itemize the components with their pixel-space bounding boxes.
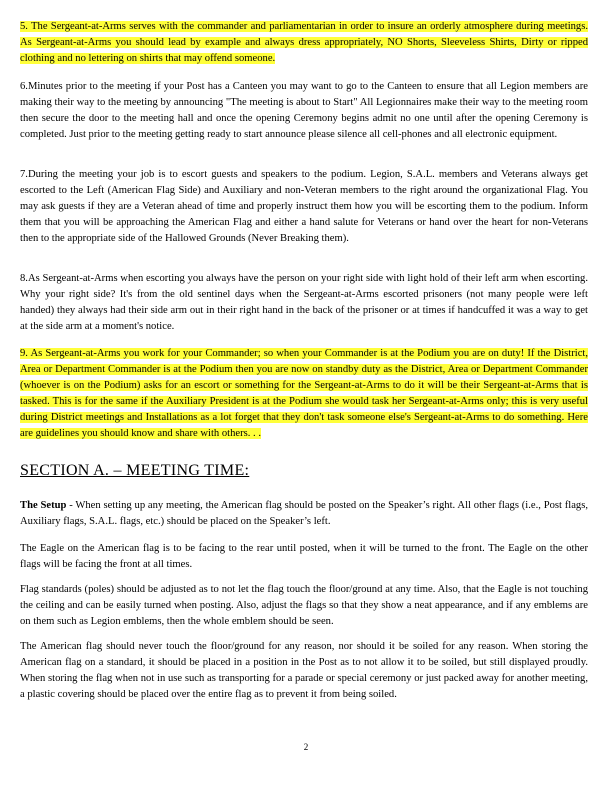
highlighted-text: 5. The Sergeant-at-Arms serves with the commander and parliamentarian in order to insure an orderly atmosphere during meetings. As Sergeant-at-Arms you should lead by example and always dress appropriately, NO Shorts, Sleeveless Shirts, Dirty or ripped clothing and no lettering on shirts that may offend someone. <box>20 21 588 64</box>
paragraph-9 <box>20 346 588 442</box>
paragraph-8: 8.As Sergeant-at-Arms when escorting you always have the person on your right side with light hold of their left arm when escorting. Why your right side? It's from the old sentinel days when the Sergeant-at-Arms escorted prisoners (not many people were left handed) they always had their side arm out in their right hand in the back of the prisoner or at times if handcuffed it was a way to get at the side arm at a moment's notice. <box>20 273 588 332</box>
setup-text: - When setting up any meeting, the American flag should be posted on the Speaker’s right. All other flags (i.e., Post flags, Auxiliary flags, S.A.L. flags, etc.) should be placed on the Speaker’s left. <box>20 500 588 527</box>
paragraph-6: 6.Minutes prior to the meeting if your Post has a Canteen you may want to go to the Canteen to ensure that all Legion members are making their way to the meeting by announcing "The meeting is about to Start" All Legionnaires make their way to the meeting room then secure the door to the meeting hall and once the opening Ceremony begins admit no one until after the opening Ceremony is completed. Just prior to the meeting getting ready to start announce please silence all cell-phones and all electronic equipment. <box>20 81 588 140</box>
paragraph-7: 7.During the meeting your job is to escort guests and speakers to the podium. Legion, S.A.L. members and Veterans always get escorted to the Left (American Flag Side) and Auxiliary and non-Veteran members to the right around the organizational Flag. You may ask guests if they are a Veteran ahead of time and properly instruct them how you will be escorting them to the podium. Inform them that you will be approaching the American Flag and either a hand salute for Veterans or hand over the heart for non-Veterans then to the appropriate side of the Hallowed Grounds (Never Breaking them). <box>20 169 588 244</box>
section-heading: SECTION A. – MEETING TIME: <box>20 462 250 479</box>
highlighted-text: 9. As Sergeant-at-Arms you work for your Commander; so when your Commander is at the Podium you are on duty! If the District, Area or Department Commander is at the Podium then you are now on standby duty as the District, Area or Department Commander (whoever is on the Podium) asks for an escort or something for the Sergeant-at-Arms to do it will be their Sergeant-at-Arms that is tasked. This is for the same if the Auxiliary President is at the Podium she would task her Sergeant-at-Arms only; this is very useful during District meetings and Installations as a lot forget that they don't task someone else's Sergeant-at-Arms to do something. Here are guidelines you should know and share with others. . . <box>20 348 588 439</box>
setup-label: The Setup <box>20 500 67 511</box>
american-flag-paragraph: The American flag should never touch the floor/ground for any reason, nor should it be soiled for any reason. When storing the American flag on a standard, it should be placed in a position in the Post as to not allow it to be soiled, but still displayed proudly. When storing the flag when not in use such as transporting for a parade or special ceremony or just packed away for another meeting, a plastic covering should be placed over the entire flag as to prevent it from being soiled. <box>20 641 588 700</box>
paragraph-5 <box>20 19 588 67</box>
eagle-paragraph: The Eagle on the American flag is to be facing to the rear until posted, when it will be turned to the front. The Eagle on the other flags will be facing the front at all times. <box>20 543 588 570</box>
page-number: 2 <box>303 742 309 752</box>
flag-standards-paragraph: Flag standards (poles) should be adjusted as to not let the flag touch the floor/ground at any time. Also, that the Eagle is not touching the ceiling and can be easily turned when posting. Also, adjust the flags so that they show a neat appearance, and if any emblems are on them such as Legion emblems, then the whole emblem should be seen. <box>20 584 588 627</box>
setup-paragraph <box>20 498 588 530</box>
